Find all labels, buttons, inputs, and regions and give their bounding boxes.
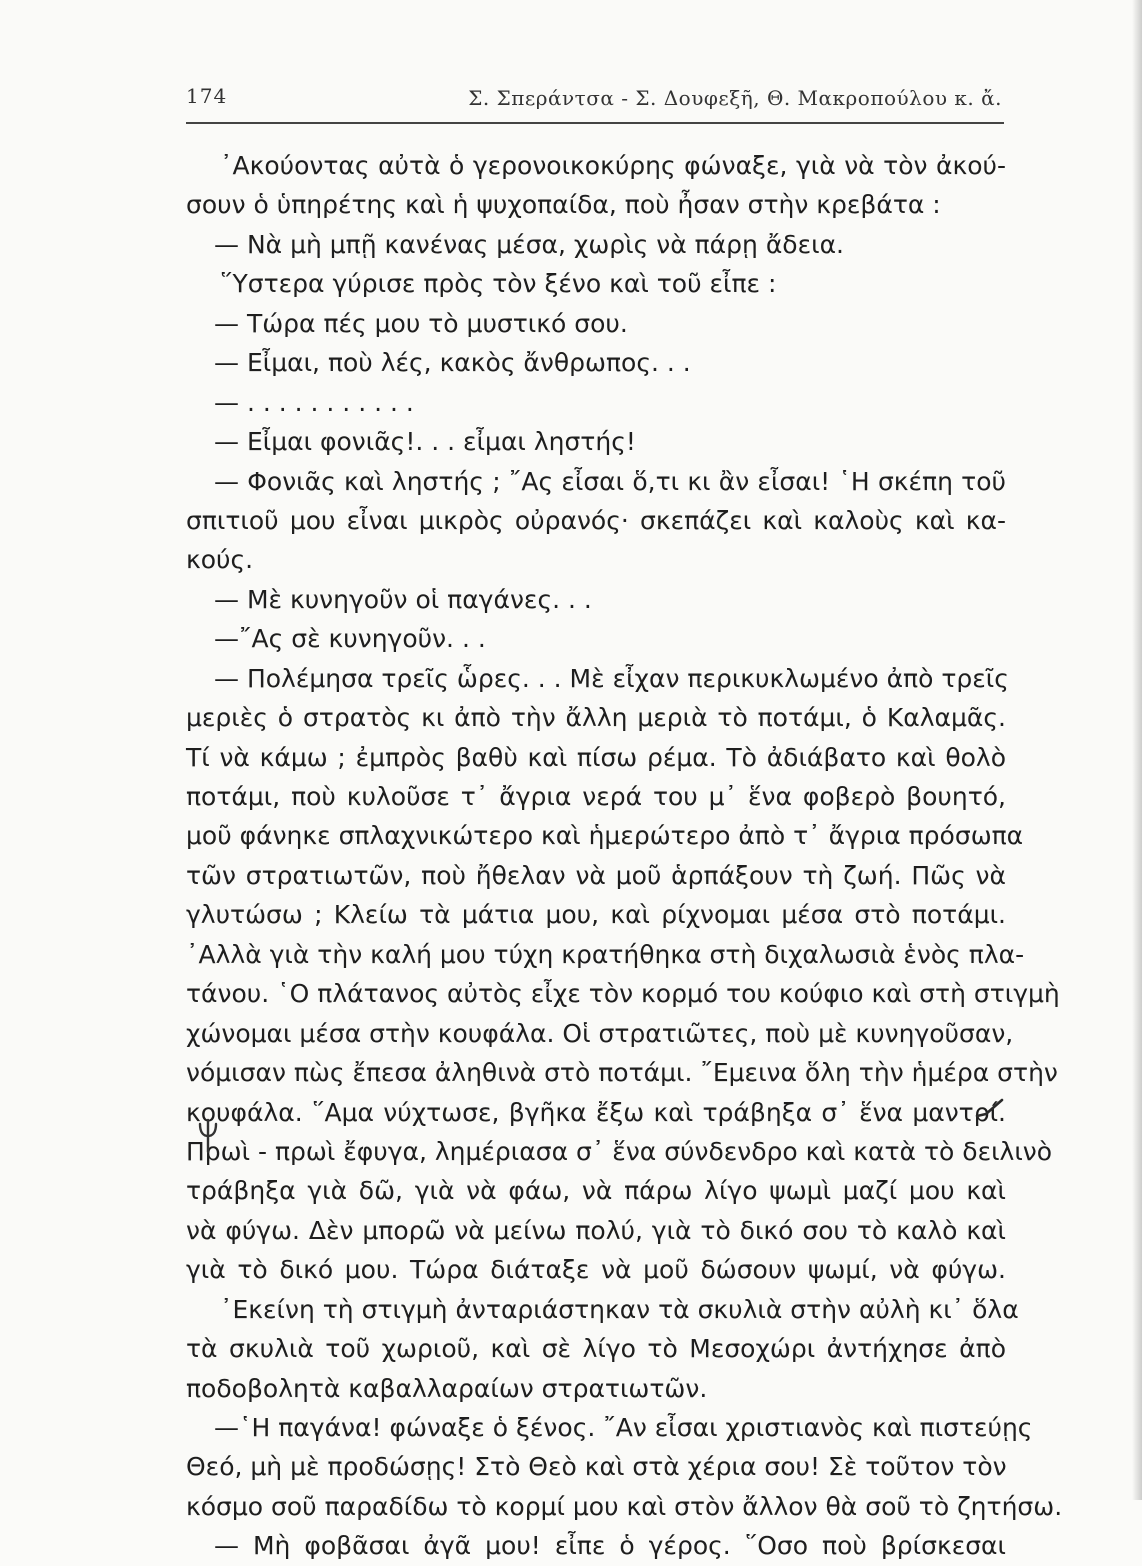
text-line: ῞Υστερα γύρισε πρὸς τὸν ξένο καὶ τοῦ εἶπε :	[220, 269, 777, 299]
page-header	[186, 84, 1002, 118]
text-line: — Φονιᾶς καὶ ληστής ; ῎Ας εἶσαι ὅ,τι κι ἂν εἶσαι! ῾Η σκέπη τοῦ	[214, 466, 1006, 496]
body-text	[186, 146, 1063, 1566]
text-line: Θεό, μὴ μὲ προδώσῃς! Στὸ Θεὸ καὶ στὰ χέρια σου! Σὲ τοῦτον τὸν	[186, 1452, 1007, 1482]
text-line: — Τώρα πές μου τὸ μυστικό σου.	[214, 308, 628, 338]
text-line: τῶν στρατιωτῶν, ποὺ ἤθελαν νὰ μοῦ ἁρπάξουν τὴ ζωή. Πῶς νὰ	[186, 860, 1006, 890]
text-line: ποτάμι, ποὺ κυλοῦσε τ᾿ ἄγρια νερά του μ᾿ ἕνα φοβερὸ βουητό,	[186, 782, 1006, 811]
text-line: ποδοβολητὰ καβαλλαραίων στρατιωτῶν.	[186, 1373, 708, 1403]
text-line: κόσμο σοῦ παραδίδω τὸ κορμί μου καὶ στὸν ἄλλον θὰ σοῦ τὸ ζητήσω.	[186, 1491, 1063, 1521]
text-line: — Εἶμαι, ποὺ λές, κακὸς ἄνθρωπος. . .	[214, 348, 691, 378]
text-line: —῾Η παγάνα! φώναξε ὁ ξένος. ῎Αν εἶσαι χριστιανὸς καὶ πιστεύῃς	[214, 1413, 1033, 1442]
text-line: κούς.	[186, 545, 254, 575]
text-line: μεριὲς ὁ στρατὸς κι ἀπὸ τὴν ἄλλη μεριὰ τὸ ποτάμι, ὁ Καλαμᾶς.	[186, 703, 1006, 733]
text-line: — Νὰ μὴ μπῇ κανένας μέσα, χωρὶς νὰ πάρῃ ἄδεια.	[214, 229, 844, 259]
text-line: ᾿Ακούοντας αὐτὰ ὁ γερονοικοκύρης φώναξε, γιὰ νὰ τὸν ἀκού-	[220, 151, 1006, 180]
text-line: — Πολέμησα τρεῖς ὧρες. . . Μὲ εἶχαν περικυκλωμένο ἀπὸ τρεῖς	[214, 663, 1009, 693]
text-line: — Μὴ φοβᾶσαι ἀγᾶ μου! εἶπε ὁ γέρος. ῞Οσο ποὺ βρίσκεσαι	[214, 1531, 1006, 1561]
pencil-check-mark-icon	[974, 1094, 1004, 1124]
text-line: γλυτώσω ; Κλείω τὰ μάτια μου, καὶ ρίχνομαι μέσα στὸ ποτάμι.	[186, 900, 1006, 930]
text-line: τὰ σκυλιὰ τοῦ χωριοῦ, καὶ σὲ λίγο τὸ Μεσοχώρι ἀντήχησε ἀπὸ	[186, 1334, 1006, 1364]
text-line: γιὰ τὸ δικό μου. Τώρα διάταξε νὰ μοῦ δώσουν ψωμί, νὰ φύγω.	[186, 1255, 1006, 1285]
text-line: ᾿Εκείνη τὴ στιγμὴ ἀνταριάστηκαν τὰ σκυλιὰ στὴν αὐλὴ κι᾿ ὅλα	[220, 1294, 1019, 1324]
text-line: νὰ φύγω. Δὲν μπορῶ νὰ μείνω πολύ, γιὰ τὸ δικό σου τὸ καλὸ καὶ	[186, 1215, 1006, 1245]
text-line: — Εἶμαι φονιᾶς!. . . εἶμαι ληστής!	[214, 427, 636, 457]
text-line: κουφάλα. ῞Αμα νύχτωσε, βγῆκα ἔξω καὶ τράβηξα σ᾿ ἕνα μαντρί.	[186, 1097, 1006, 1127]
page-edge-shadow	[1132, 0, 1142, 1500]
text-line: τράβηξα γιὰ δῶ, γιὰ νὰ φάω, νὰ πάρω λίγο ψωμὶ μαζί μου καὶ	[186, 1176, 1006, 1206]
text-line: τάνου. ῾Ο πλάτανος αὐτὸς εἶχε τὸν κορμό του κούφιο καὶ στὴ στιγμὴ	[186, 979, 1060, 1009]
text-line: σπιτιοῦ μου εἶναι μικρὸς οὐρανός· σκεπάζει καὶ καλοὺς καὶ κα-	[186, 505, 1006, 535]
text-line: χώνομαι μέσα στὴν κουφάλα. Οἱ στρατιῶτες, ποὺ μὲ κυνηγοῦσαν,	[186, 1018, 1014, 1048]
text-line: μοῦ φάνηκε σπλαχνικώτερο καὶ ἡμερώτερο ἀπὸ τ᾿ ἄγρια πρόσωπα	[186, 821, 1024, 851]
text-line: — . . . . . . . . . . .	[214, 387, 414, 417]
text-line: νόμισαν πὼς ἔπεσα ἀληθινὰ στὸ ποτάμι. ῎Εμεινα ὅλη τὴν ἡμέρα στὴν	[186, 1058, 1058, 1088]
text-line: Τί νὰ κάμω ; ἐμπρὸς βαθὺ καὶ πίσω ρέμα. Τὸ ἀδιάβατο καὶ θολὸ	[186, 742, 1006, 772]
running-head: Σ. Σπεράντσα - Σ. Δουφεξῆ, Θ. Μακροπούλου κ. ἄ.	[468, 86, 1002, 110]
text-line: —῎Ας σὲ κυνηγοῦν. . .	[214, 624, 486, 654]
header-rule	[186, 122, 1004, 124]
handwritten-margin-mark-icon	[196, 1118, 220, 1156]
page-number: 174	[186, 84, 228, 108]
text-line: — Μὲ κυνηγοῦν οἱ παγάνες. . .	[214, 584, 592, 614]
text-line: Πρωὶ - πρωὶ ἔφυγα, λημέριασα σ᾿ ἕνα σύνδενδρο καὶ κατὰ τὸ δειλινὸ	[186, 1136, 1053, 1166]
text-line: ᾿Αλλὰ γιὰ τὴν καλή μου τύχη κρατήθηκα στὴ διχαλωσιὰ ἑνὸς πλα-	[186, 939, 1025, 969]
text-line: σουν ὁ ὑπηρέτης καὶ ἡ ψυχοπαίδα, ποὺ ἦσαν στὴν κρεβάτα :	[186, 190, 941, 220]
